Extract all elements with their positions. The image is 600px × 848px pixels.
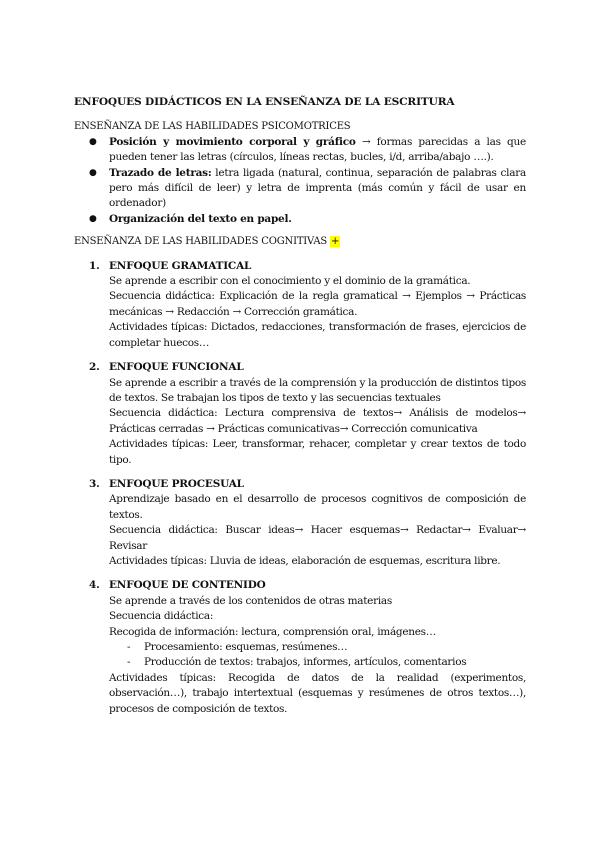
document-page bbox=[74, 95, 526, 726]
approach-item-functional bbox=[74, 360, 526, 468]
approach-heading: 2. ENFOQUE FUNCIONAL bbox=[89, 361, 244, 374]
approach-line: Secuencia didáctica: bbox=[109, 610, 214, 623]
bullet-icon: ● bbox=[89, 136, 97, 147]
approach-item-grammatical bbox=[74, 259, 526, 351]
dash-item: - Producción de textos: trabajos, informes, artículos, comentarios bbox=[127, 656, 467, 669]
approach-heading: 3. ENFOQUE PROCESUAL bbox=[89, 477, 244, 490]
approach-item-process bbox=[74, 477, 526, 569]
approach-heading: 1. ENFOQUE GRAMATICAL bbox=[89, 259, 252, 272]
approach-heading: 4. ENFOQUE DE CONTENIDO bbox=[89, 579, 266, 592]
bullet-item: ● Posición y movimiento corporal y gráfico → formas parecidas a las que pueden tener las letras (círculos, líneas rectas, bucles, i/d, arriba/abajo ….). bbox=[89, 135, 526, 164]
approach-line: Recogida de información: lectura, comprensión oral, imágenes… bbox=[109, 625, 436, 638]
approach-line: Secuencia didáctica: Buscar ideas→ Hacer esquemas→ Redactar→ Evaluar→ Revisar bbox=[109, 524, 526, 552]
section-heading-cognitive: ENSEÑANZA DE LAS HABILIDADES COGNITIVAS + bbox=[74, 236, 340, 248]
bullet-item: ● Trazado de letras: letra ligada (natural, continua, separación de palabras clara pero más difícil de leer) y letra de imprenta (más común y fácil de usar en ordenador) bbox=[89, 166, 526, 210]
approach-line: Secuencia didáctica: Explicación de la regla gramatical → Ejemplos → Prácticas mecánicas → Redacción → Corrección gramática. bbox=[109, 290, 526, 318]
approach-line: Secuencia didáctica: Lectura comprensiva de textos→ Análisis de modelos→ Prácticas cerradas → Prácticas comunicativas→ Corrección comunicativa bbox=[109, 407, 526, 435]
approach-line: Actividades típicas: Leer, transformar, rehacer, completar y crear textos de todo tipo. bbox=[109, 438, 526, 466]
approach-line: Actividades típicas: Recogida de datos de la realidad (experimentos, observación…), trabajo intertextual (esquemas y resúmenes de otros textos…), procesos de composición de textos. bbox=[109, 671, 526, 715]
psychomotor-bullet-list bbox=[74, 135, 526, 227]
dash-item: - Procesamiento: esquemas, resúmenes… bbox=[127, 641, 348, 653]
approach-line: Actividades típicas: Dictados, redacciones, transformación de frases, ejercicios de completar huecos… bbox=[109, 321, 526, 349]
approach-line: Actividades típicas: Lluvia de ideas, elaboración de esquemas, escritura libre. bbox=[109, 554, 501, 567]
document-title: ENFOQUES DIDÁCTICOS EN LA ENSEÑANZA DE LA ESCRITURA bbox=[74, 96, 455, 108]
section-heading-psychomotor: ENSEÑANZA DE LAS HABILIDADES PSICOMOTRICES bbox=[74, 121, 351, 133]
bullet-icon: ● bbox=[89, 213, 97, 224]
highlighted-plus: + bbox=[331, 236, 340, 248]
bullet-item: ● Organización del texto en papel. bbox=[109, 212, 526, 227]
approach-line: Se aprende a través de los contenidos de otras materias bbox=[109, 594, 392, 607]
approach-line: Aprendizaje basado en el desarrollo de procesos cognitivos de composición de textos. bbox=[109, 493, 526, 521]
approach-item-content bbox=[74, 578, 526, 717]
approach-line: Se aprende a escribir a través de la comprensión y la producción de distintos tipos de textos. Se trabajan los tipos de texto y las secuencias textuales bbox=[109, 376, 526, 404]
bullet-icon: ● bbox=[89, 167, 97, 178]
content-dash-list bbox=[74, 640, 526, 671]
approach-line: Se aprende a escribir con el conocimiento y el dominio de la gramática. bbox=[109, 275, 471, 288]
